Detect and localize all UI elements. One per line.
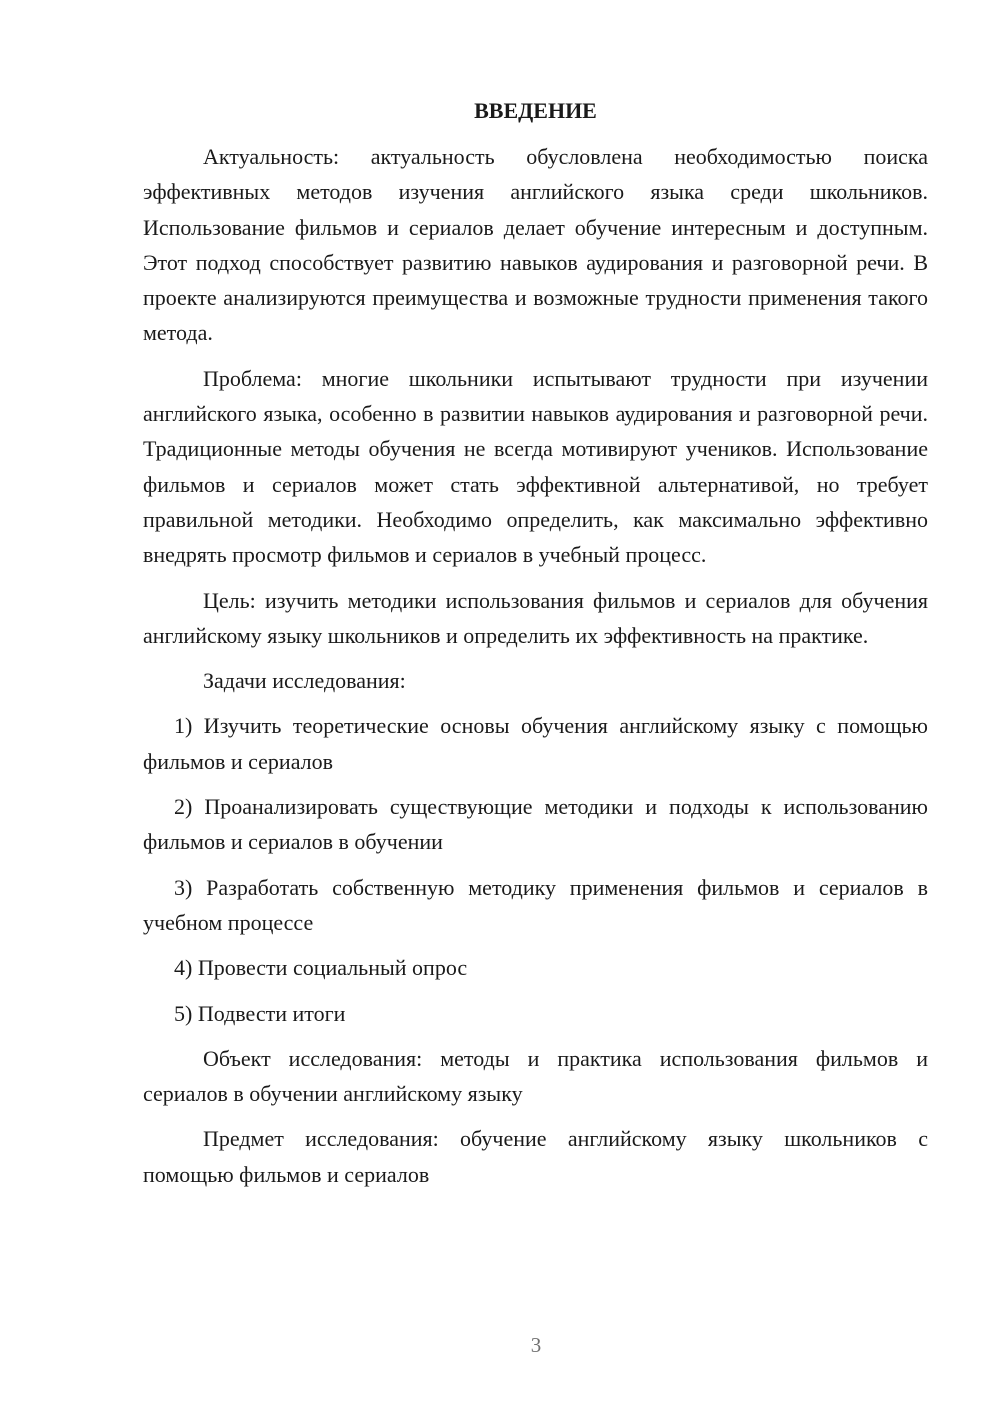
page-number: 3 — [530, 1333, 542, 1357]
subject-paragraph: Предмет исследования: обучение английскому языку школьников с помощью фильмов и сериалов — [143, 1126, 928, 1187]
section-title: ВВЕДЕНИЕ — [474, 98, 597, 123]
task-item-5: 5) Подвести итоги — [174, 1000, 346, 1026]
tasks-heading: Задачи исследования: — [203, 668, 406, 694]
object-paragraph: Объект исследования: методы и практика использования фильмов и сериалов в обучении английскому языку — [143, 1045, 928, 1107]
task-item-1: 1) Изучить теоретические основы обучения английскому языку с помощью фильмов и сериалов — [143, 713, 928, 774]
task-item-3: 3) Разработать собственную методику применения фильмов и сериалов в учебном процессе — [143, 874, 928, 935]
task-item-2: 2) Проанализировать существующие методики и подходы к использованию фильмов и сериалов в обучении — [143, 794, 928, 855]
relevance-paragraph: Актуальность: актуальность обусловлена необходимостью поиска эффективных методов изучения английского языка среди школьников. Использование фильмов и сериалов делает обучение интересным и доступным. Этот подход способствует развитию навыков аудирования и разговорной речи. В проекте анализируются преимущества и возможные трудности применения такого метода. — [143, 144, 928, 346]
page-content — [143, 96, 928, 1202]
problem-paragraph: Проблема: многие школьники испытывают трудности при изучении английского языка, особенно в развитии навыков аудирования и разговорной речи. Традиционные методы обучения не всегда мотивируют учеников. Использование фильмов и сериалов может стать эффективной альтернативой, но требует правильной методики. Необходимо определить, как максимально эффективно внедрять просмотр фильмов и сериалов в учебный процесс. — [143, 365, 928, 568]
task-item-4: 4) Провести социальный опрос — [174, 955, 468, 981]
goal-paragraph: Цель: изучить методики использования фильмов и сериалов для обучения английскому языку школьников и определить их эффективность на практике. — [143, 587, 928, 648]
